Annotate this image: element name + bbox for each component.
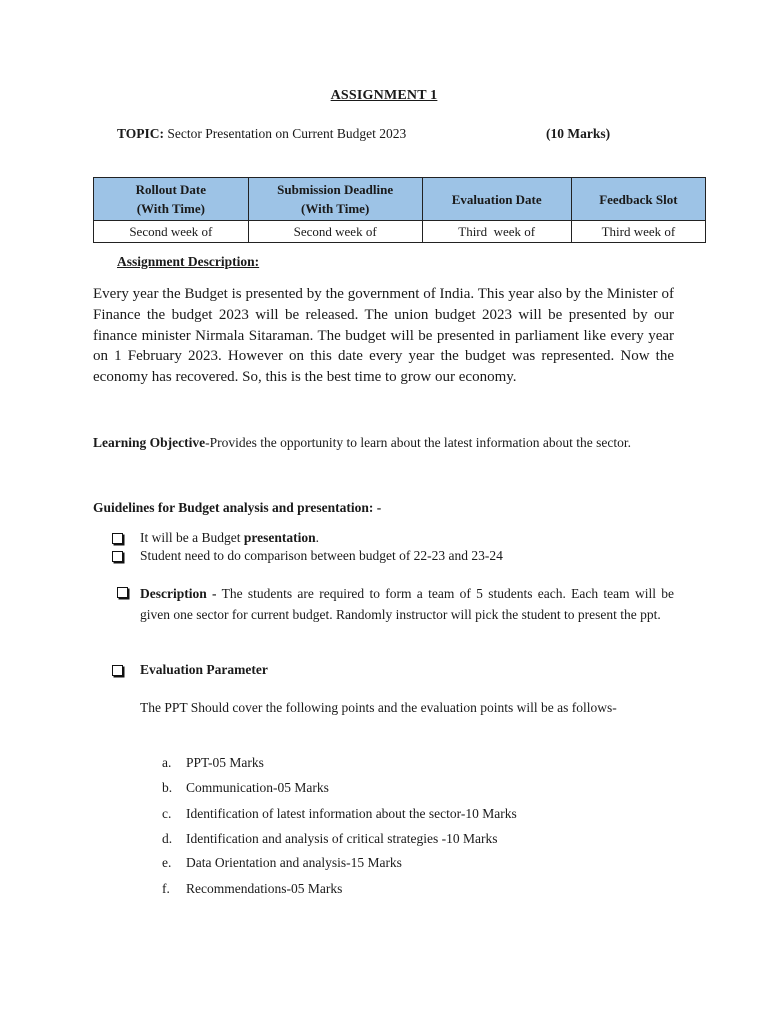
- checkbox-bullet-icon: [112, 533, 123, 544]
- list-item-letter: d.: [162, 831, 173, 846]
- cell-submission-deadline: Second week of: [248, 221, 422, 243]
- list-item: PPT-05 Marks: [186, 755, 264, 770]
- learning-objective: [93, 430, 674, 456]
- topic-marks: (10 Marks): [546, 126, 611, 141]
- evaluation-parameter-heading: Evaluation Parameter: [140, 662, 268, 677]
- list-item: Data Orientation and analysis-15 Marks: [186, 855, 402, 870]
- cell-evaluation-date: Third week of: [422, 221, 571, 243]
- assignment-title: ASSIGNMENT 1: [330, 88, 438, 103]
- assignment-description-text: Every year the Budget is presented by the government of India. This year also by the Minister of Finance the budget 2023 will be released. The union budget 2023 will be presented by our finance minister Nirmala Sitaraman. The budget will be presented in parliament like every year on 1 February 2023. However on this date every year the budget was represented. Now the economy has recovered. So, this is the best time to grow our economy.: [93, 286, 674, 386]
- topic-line: [117, 126, 406, 142]
- list-item: Communication-05 Marks: [186, 780, 329, 795]
- list-item-letter: f.: [162, 881, 170, 896]
- description-text: The students are required to form a team of 5 students each. Each team will be given one sector for current budget. Randomly instructor will pick the student to present the ppt.: [140, 586, 674, 622]
- list-item-letter: e.: [162, 855, 172, 870]
- guideline-item: Student need to do comparison between budget of 22-23 and 23-24: [140, 548, 503, 563]
- list-item: Identification of latest information about the sector-10 Marks: [186, 806, 517, 821]
- schedule-header-row: [94, 178, 706, 221]
- list-item: Identification and analysis of critical strategies -10 Marks: [186, 831, 498, 846]
- cell-feedback-slot: Third week of: [571, 221, 705, 243]
- header-rollout-date: Rollout Date (With Time): [94, 178, 249, 221]
- header-evaluation-date: Evaluation Date: [422, 178, 571, 221]
- list-item: Recommendations-05 Marks: [186, 881, 343, 896]
- guideline-item: It will be a Budget presentation.: [140, 530, 319, 545]
- learning-objective-label: Learning Objective: [93, 435, 206, 450]
- header-feedback-slot: Feedback Slot: [571, 178, 705, 221]
- list-item-letter: c.: [162, 806, 172, 821]
- description-label: Description -: [140, 586, 217, 601]
- learning-objective-text: -Provides the opportunity to learn about the latest information about the sector.: [205, 435, 632, 450]
- list-item-letter: b.: [162, 780, 173, 795]
- cell-rollout-date: Second week of: [94, 221, 249, 243]
- schedule-table: [93, 177, 706, 243]
- checkbox-bullet-icon: [117, 587, 128, 598]
- table-row: [94, 221, 706, 243]
- description-item: [140, 584, 674, 625]
- evaluation-intro: The PPT Should cover the following points and the evaluation points will be as follows-: [140, 700, 617, 715]
- guidelines-heading: Guidelines for Budget analysis and presentation: -: [93, 500, 382, 515]
- topic-text: Sector Presentation on Current Budget 2023: [167, 126, 407, 141]
- list-item-letter: a.: [162, 755, 172, 770]
- checkbox-bullet-icon: [112, 665, 123, 676]
- checkbox-bullet-icon: [112, 551, 123, 562]
- assignment-description-heading: Assignment Description:: [117, 254, 260, 269]
- topic-label: TOPIC:: [117, 126, 165, 141]
- header-submission-deadline: Submission Deadline (With Time): [248, 178, 422, 221]
